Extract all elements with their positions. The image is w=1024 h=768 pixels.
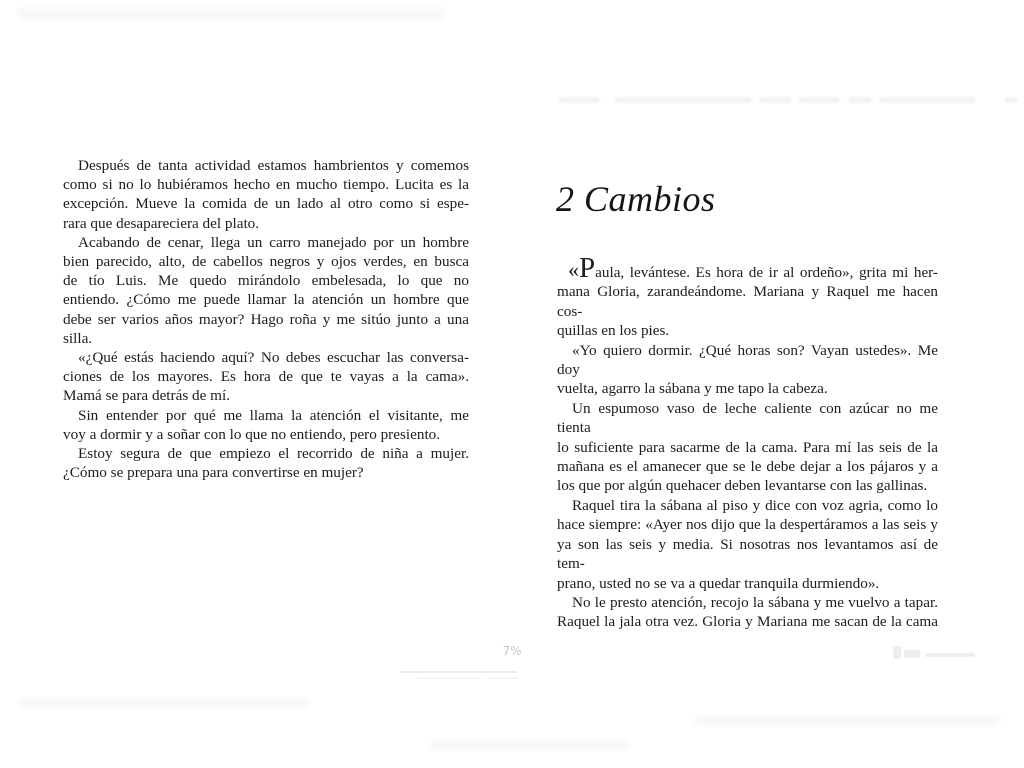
text-line: Raquel la jala otra vez. Gloria y Mariana me sacan de la cama: [557, 613, 938, 631]
text-line: hace siempre: «Ayer nos dijo que la despertáramos a las seis y: [557, 516, 938, 534]
text-line: Estoy segura de que empiezo el recorrido de niña a mujer.: [78, 445, 469, 463]
text-line: Después de tanta actividad estamos hambrientos y comemos: [78, 157, 469, 174]
ghost-text-line-top-right: [759, 97, 791, 103]
chapter-title: 2 Cambios: [556, 179, 716, 219]
text-line: de tío Luis. Me quedo mirándolo embelesada, lo que no: [63, 272, 469, 290]
paragraph: [63, 348, 469, 406]
ghost-text-line-bottom: [18, 698, 310, 707]
text-line: como si no lo hubiéramos hecho en mucho tiempo. Lucita es la: [63, 176, 469, 194]
ghost-text-bottom-right: [925, 653, 975, 657]
text-line-with-initial: [557, 252, 938, 284]
text-line: quillas en los pies.: [557, 322, 670, 340]
footer-ghost-dash: [417, 677, 480, 679]
text-line: ¿Cómo se prepara una para convertirse en mujer?: [63, 464, 364, 482]
opening-guillemet: «: [568, 257, 579, 282]
text-line: ya son las seis y media. Si nosotras nos levantamos así de tem-: [557, 535, 938, 573]
paragraph: [63, 156, 469, 233]
ghost-text-bottom-right: [904, 650, 920, 658]
text-line: mana Gloria, zarandeándome. Mariana y Raquel me hacen cos-: [557, 283, 938, 320]
footer-ghost-dash: [488, 677, 518, 679]
chapter-initial-letter: P: [579, 252, 596, 284]
right-page-text: [557, 252, 938, 632]
text-line: mañana es el amanecer que se le debe dejar a los pájaros y a: [557, 458, 938, 476]
text-line: rara que desapareciera del plato.: [63, 214, 260, 232]
ghost-text-line-bottom: [695, 716, 1000, 725]
text-line: «Yo quiero dormir. ¿Qué horas son? Vayan ustedes». Me doy: [557, 341, 938, 379]
text-line: Acabando de cenar, llega un carro manejado por un hombre: [78, 233, 469, 251]
text-line: Mamá se para detrás de mí.: [63, 387, 230, 405]
first-line-text: aula, levántese. Es hora de ir al ordeño», grita mi her-: [595, 264, 938, 281]
text-line: «¿Qué estás haciendo aquí? No debes escuchar las conversa-: [78, 349, 469, 367]
ghost-text-line-top-left: [18, 8, 446, 19]
text-line: entiendo. ¿Cómo me puede llamar la atención un hombre que: [63, 291, 469, 309]
text-line: los que por algún quehacer deben levantarse con las gallinas.: [557, 477, 928, 495]
ghost-text-bottom-right: [893, 646, 901, 659]
ghost-text-line-top-right: [799, 97, 840, 103]
ghost-text-line-bottom: [430, 741, 630, 750]
ghost-text-line-top-right: [849, 97, 872, 103]
paragraph: [63, 444, 469, 482]
footer-rule: [400, 671, 517, 673]
text-line: debe ser varios años mayor? Hago roña y me sitúo junto a una: [63, 310, 469, 328]
text-line: prano, usted no se va a quedar tranquila durmiendo».: [557, 574, 880, 592]
text-line: voy a dormir y a soñar con lo que no entiendo, pero presiento.: [63, 425, 441, 443]
paragraph: [557, 341, 938, 399]
text-line: Un espumoso vaso de leche caliente con azúcar no me tienta: [557, 399, 938, 437]
paragraph: [63, 233, 469, 348]
paragraph: [557, 593, 938, 632]
text-line: Sin entender por qué me llama la atención el visitante, me: [78, 406, 469, 424]
text-line: bien parecido, alto, de cabellos negros y ojos verdes, en busca: [63, 253, 469, 271]
text-line: silla.: [63, 329, 93, 347]
text-line: vuelta, agarro la sábana y me tapo la cabeza.: [557, 380, 828, 398]
left-page-text: [63, 156, 469, 482]
paragraph: [557, 399, 938, 496]
text-line: ciones de los mayores. Es hora de que te vayas a la cama».: [63, 368, 469, 386]
paragraph: [557, 252, 938, 341]
text-line: Raquel tira la sábana al piso y dice con voz agria, como lo: [572, 496, 938, 514]
text-line: excepción. Mueve la comida de un lado al otro como si espe-: [63, 195, 469, 213]
ghost-text-line-top-right: [615, 97, 752, 103]
ghost-text-line-top-right: [1005, 97, 1018, 103]
text-line: No le presto atención, recojo la sábana y me vuelvo a tapar.: [572, 593, 938, 611]
reading-progress-indicator: 7%: [502, 644, 522, 658]
text-line: lo suficiente para sacarme de la cama. Para mí las seis de la: [557, 438, 938, 456]
ghost-text-line-top-right: [559, 97, 600, 103]
ghost-text-line-top-right: [879, 97, 975, 103]
paragraph: [557, 496, 938, 593]
paragraph: [63, 406, 469, 444]
